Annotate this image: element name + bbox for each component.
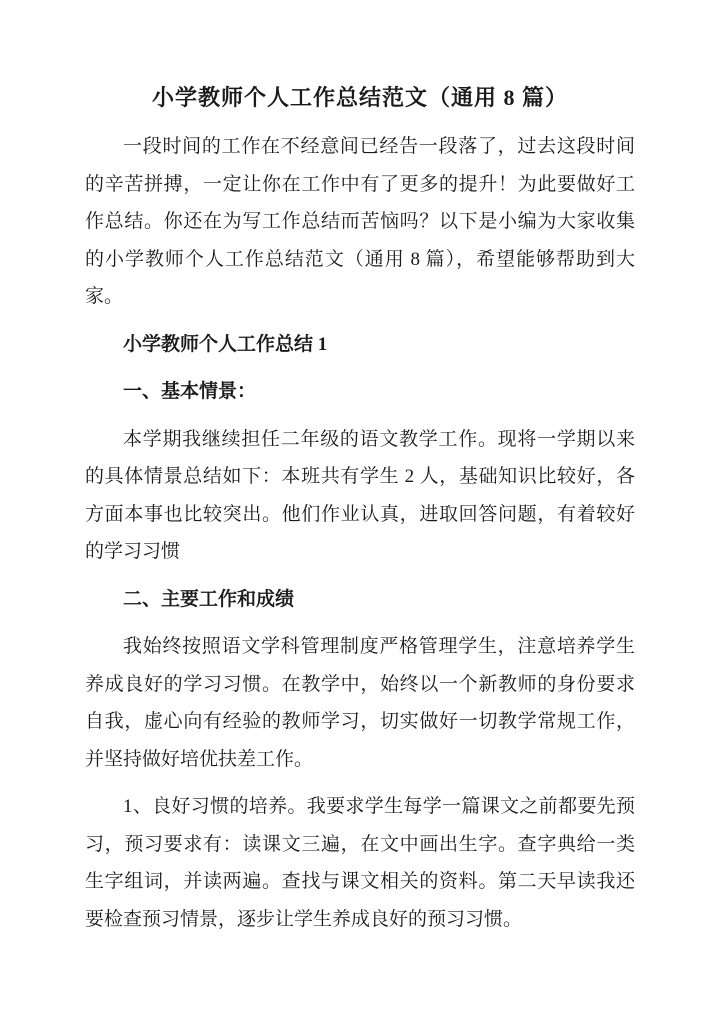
paragraph-basic-situation: 本学期我继续担任二年级的语文教学工作。现将一学期以来的具体情景总结如下：本班共有学生 2 人，基础知识比较好，各方面本事也比较突出。他们作业认真，进取回答问题，有着较好的学习习惯	[85, 428, 635, 562]
section-heading-summary-1: 小学教师个人工作总结 1	[123, 333, 328, 355]
paragraph-main-work: 我始终按照语文学科管理制度严格管理学生，注意培养学生养成良好的学习习惯。在教学中，始终以一个新教师的身份要求自我，虚心向有经验的教师学习，切实做好一切教学常规工作，并坚持做好培优扶差工作。	[85, 636, 635, 770]
section-heading-basic-situation: 一、基本情景：	[123, 381, 257, 402]
document-title: 小学教师个人工作总结范文（通用 8 篇）	[151, 85, 568, 110]
intro-paragraph: 一段时间的工作在不经意间已经告一段落了，过去这段时间的辛苦拼搏，一定让你在工作中有了更多的提升！为此要做好工作总结。你还在为写工作总结而苦恼吗？以下是小编为大家收集的小学教师个人工作总结范文（通用 8 篇），希望能够帮助到大家。	[85, 136, 635, 307]
section-heading-main-work: 二、主要工作和成绩	[123, 588, 295, 610]
paragraph-habit-cultivation: 1、良好习惯的培养。我要求学生每学一篇课文之前都要先预习，预习要求有：读课文三遍，在文中画出生字。查字典给一类生字组词，并读两遍。查找与课文相关的资料。第二天早读我还要检查预习情景，逐步让学生养成良好的预习习惯。	[85, 796, 635, 930]
